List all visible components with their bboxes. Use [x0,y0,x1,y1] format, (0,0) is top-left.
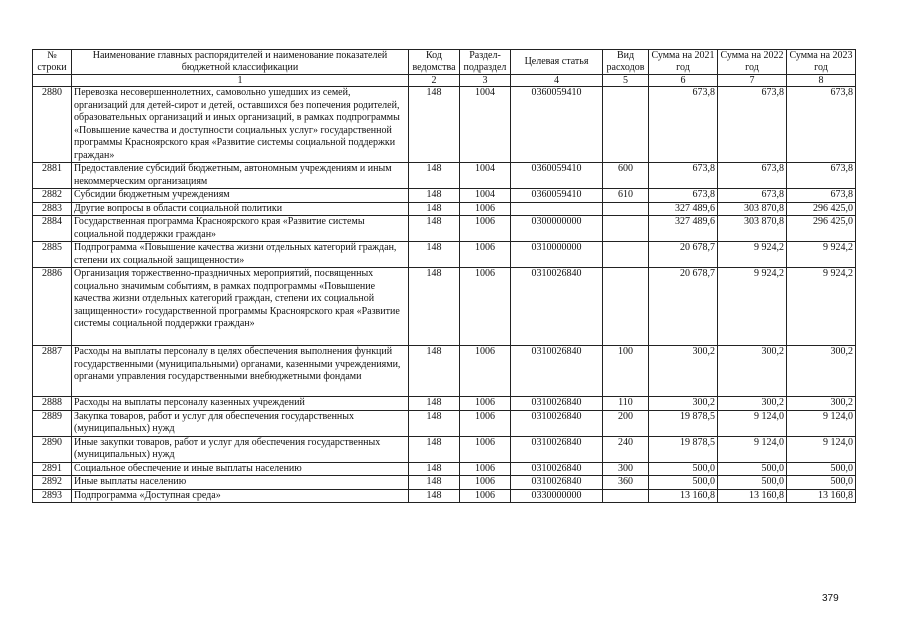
row-sum-2021: 300,2 [649,397,718,411]
row-dept: 148 [409,242,460,268]
table-row [33,87,856,163]
row-sum-2021: 20 678,7 [649,242,718,268]
table-row [33,216,856,242]
row-sum-2022: 673,8 [718,87,787,163]
row-sum-2022: 9 124,0 [718,410,787,436]
row-sum-2021: 673,8 [649,189,718,203]
row-dept: 148 [409,87,460,163]
row-sum-2021: 500,0 [649,462,718,476]
row-sum-2023: 300,2 [787,397,856,411]
row-sum-2023: 9 124,0 [787,410,856,436]
row-sum-2022: 300,2 [718,397,787,411]
index-cell: 3 [460,75,511,87]
row-target: 0360059410 [511,87,603,163]
row-name: Иные выплаты населению [72,476,409,490]
row-number: 2882 [33,189,72,203]
row-name: Социальное обеспечение и иные выплаты населению [72,462,409,476]
row-target: 0360059410 [511,163,603,189]
row-dept: 148 [409,268,460,346]
header-section: Раздел-подраздел [460,50,511,75]
table-row [33,163,856,189]
row-sum-2023: 296 425,0 [787,216,856,242]
row-name: Перевозка несовершеннолетних, самовольно ушедших из семей, организаций для детей-сирот и детей, оставшихся без попечения родителей, образовательных организаций и иных организаций, в рамках подпрограммы «Повышение качества и доступности социальных услуг» государственной программы Красноярского края «Развитие системы социальной поддержки граждан» [72,87,409,163]
row-kind [603,202,649,216]
row-kind: 200 [603,410,649,436]
row-sum-2021: 673,8 [649,87,718,163]
index-cell: 5 [603,75,649,87]
row-section: 1006 [460,268,511,346]
row-section: 1006 [460,462,511,476]
row-kind: 610 [603,189,649,203]
header-sum-2022: Сумма на 2022 год [718,50,787,75]
table-row [33,268,856,346]
header-sum-2023: Сумма на 2023 год [787,50,856,75]
header-row [33,50,856,75]
row-kind: 600 [603,163,649,189]
row-kind: 100 [603,346,649,397]
row-sum-2021: 19 878,5 [649,436,718,462]
row-sum-2023: 300,2 [787,346,856,397]
row-number: 2888 [33,397,72,411]
row-section: 1006 [460,476,511,490]
index-cell: 2 [409,75,460,87]
row-name: Расходы на выплаты персоналу казенных учреждений [72,397,409,411]
row-sum-2022: 13 160,8 [718,489,787,503]
row-section: 1006 [460,436,511,462]
row-dept: 148 [409,346,460,397]
row-sum-2023: 673,8 [787,189,856,203]
row-target: 0310026840 [511,346,603,397]
row-sum-2023: 673,8 [787,163,856,189]
row-sum-2021: 13 160,8 [649,489,718,503]
header-dept: Код ведомства [409,50,460,75]
row-name: Закупка товаров, работ и услуг для обеспечения государственных (муниципальных) нужд [72,410,409,436]
row-target: 0310026840 [511,436,603,462]
header-sum-2021: Сумма на 2021 год [649,50,718,75]
row-sum-2021: 20 678,7 [649,268,718,346]
row-number: 2893 [33,489,72,503]
row-section: 1006 [460,397,511,411]
row-name: Организация торжественно-праздничных мероприятий, посвященных социально значимым событиям, в рамках подпрограммы «Повышение качества жизни отдельных категорий граждан, степени их социальной защищенности» государственной программы Красноярского края «Развитие системы социальной поддержки граждан» [72,268,409,346]
row-number: 2880 [33,87,72,163]
row-target: 0310026840 [511,410,603,436]
table-row [33,489,856,503]
row-target: 0310000000 [511,242,603,268]
header-kind: Вид расходов [603,50,649,75]
row-name: Иные закупки товаров, работ и услуг для обеспечения государственных (муниципальных) нужд [72,436,409,462]
table-row [33,242,856,268]
row-section: 1006 [460,242,511,268]
row-kind: 240 [603,436,649,462]
row-kind [603,242,649,268]
row-target: 0310026840 [511,462,603,476]
row-dept: 148 [409,397,460,411]
row-number: 2884 [33,216,72,242]
index-cell: 6 [649,75,718,87]
table-row [33,202,856,216]
row-number: 2890 [33,436,72,462]
row-sum-2022: 673,8 [718,163,787,189]
row-dept: 148 [409,436,460,462]
row-section: 1006 [460,410,511,436]
row-sum-2022: 500,0 [718,476,787,490]
row-sum-2023: 9 924,2 [787,242,856,268]
row-section: 1004 [460,189,511,203]
row-number: 2881 [33,163,72,189]
row-dept: 148 [409,216,460,242]
row-section: 1006 [460,202,511,216]
row-name: Подпрограмма «Доступная среда» [72,489,409,503]
row-name: Предоставление субсидий бюджетным, автономным учреждениям и иным некоммерческим организациям [72,163,409,189]
row-number: 2887 [33,346,72,397]
row-section: 1006 [460,216,511,242]
row-target: 0310026840 [511,268,603,346]
row-dept: 148 [409,410,460,436]
budget-table [32,49,856,503]
row-kind [603,216,649,242]
row-kind: 300 [603,462,649,476]
row-kind [603,87,649,163]
row-kind [603,489,649,503]
row-sum-2023: 296 425,0 [787,202,856,216]
column-index-row [33,75,856,87]
row-number: 2889 [33,410,72,436]
row-dept: 148 [409,163,460,189]
row-dept: 148 [409,202,460,216]
row-name: Подпрограмма «Повышение качества жизни отдельных категорий граждан, степени их социальной защищенности» [72,242,409,268]
row-number: 2891 [33,462,72,476]
table-row [33,346,856,397]
row-dept: 148 [409,189,460,203]
row-name: Государственная программа Красноярского края «Развитие системы социальной поддержки граждан» [72,216,409,242]
row-sum-2021: 300,2 [649,346,718,397]
row-sum-2021: 19 878,5 [649,410,718,436]
index-cell: 7 [718,75,787,87]
row-name: Субсидии бюджетным учреждениям [72,189,409,203]
index-cell [33,75,72,87]
row-sum-2021: 500,0 [649,476,718,490]
row-sum-2023: 9 924,2 [787,268,856,346]
page-number: 379 [822,593,839,604]
row-sum-2023: 500,0 [787,476,856,490]
row-sum-2023: 500,0 [787,462,856,476]
index-cell: 8 [787,75,856,87]
header-row-no: № строки [33,50,72,75]
row-number: 2883 [33,202,72,216]
header-target: Целевая статья [511,50,603,75]
row-sum-2023: 673,8 [787,87,856,163]
row-target: 0310026840 [511,397,603,411]
row-target [511,202,603,216]
table-row [33,462,856,476]
row-sum-2021: 327 489,6 [649,216,718,242]
row-kind: 360 [603,476,649,490]
row-kind [603,268,649,346]
index-cell: 1 [72,75,409,87]
row-sum-2023: 9 124,0 [787,436,856,462]
row-section: 1006 [460,489,511,503]
row-sum-2022: 303 870,8 [718,202,787,216]
row-sum-2022: 9 924,2 [718,268,787,346]
row-sum-2021: 673,8 [649,163,718,189]
table-row [33,410,856,436]
row-sum-2023: 13 160,8 [787,489,856,503]
table-row [33,476,856,490]
row-section: 1004 [460,163,511,189]
row-name: Другие вопросы в области социальной политики [72,202,409,216]
row-number: 2886 [33,268,72,346]
row-kind: 110 [603,397,649,411]
row-sum-2022: 673,8 [718,189,787,203]
row-dept: 148 [409,476,460,490]
table-row [33,436,856,462]
row-sum-2022: 300,2 [718,346,787,397]
table-row [33,189,856,203]
row-dept: 148 [409,462,460,476]
header-name: Наименование главных распорядителей и наименование показателей бюджетной классификации [72,50,409,75]
row-target: 0330000000 [511,489,603,503]
table-body [33,87,856,503]
row-sum-2021: 327 489,6 [649,202,718,216]
row-section: 1004 [460,87,511,163]
row-number: 2885 [33,242,72,268]
row-sum-2022: 500,0 [718,462,787,476]
row-name: Расходы на выплаты персоналу в целях обеспечения выполнения функций государственными (муниципальными) органами, казенными учреждениями, органами управления государственными внебюджетными фондами [72,346,409,397]
row-sum-2022: 303 870,8 [718,216,787,242]
row-sum-2022: 9 124,0 [718,436,787,462]
table-row [33,397,856,411]
index-cell: 4 [511,75,603,87]
row-target: 0310026840 [511,476,603,490]
row-dept: 148 [409,489,460,503]
row-section: 1006 [460,346,511,397]
row-target: 0360059410 [511,189,603,203]
row-sum-2022: 9 924,2 [718,242,787,268]
row-target: 0300000000 [511,216,603,242]
row-number: 2892 [33,476,72,490]
